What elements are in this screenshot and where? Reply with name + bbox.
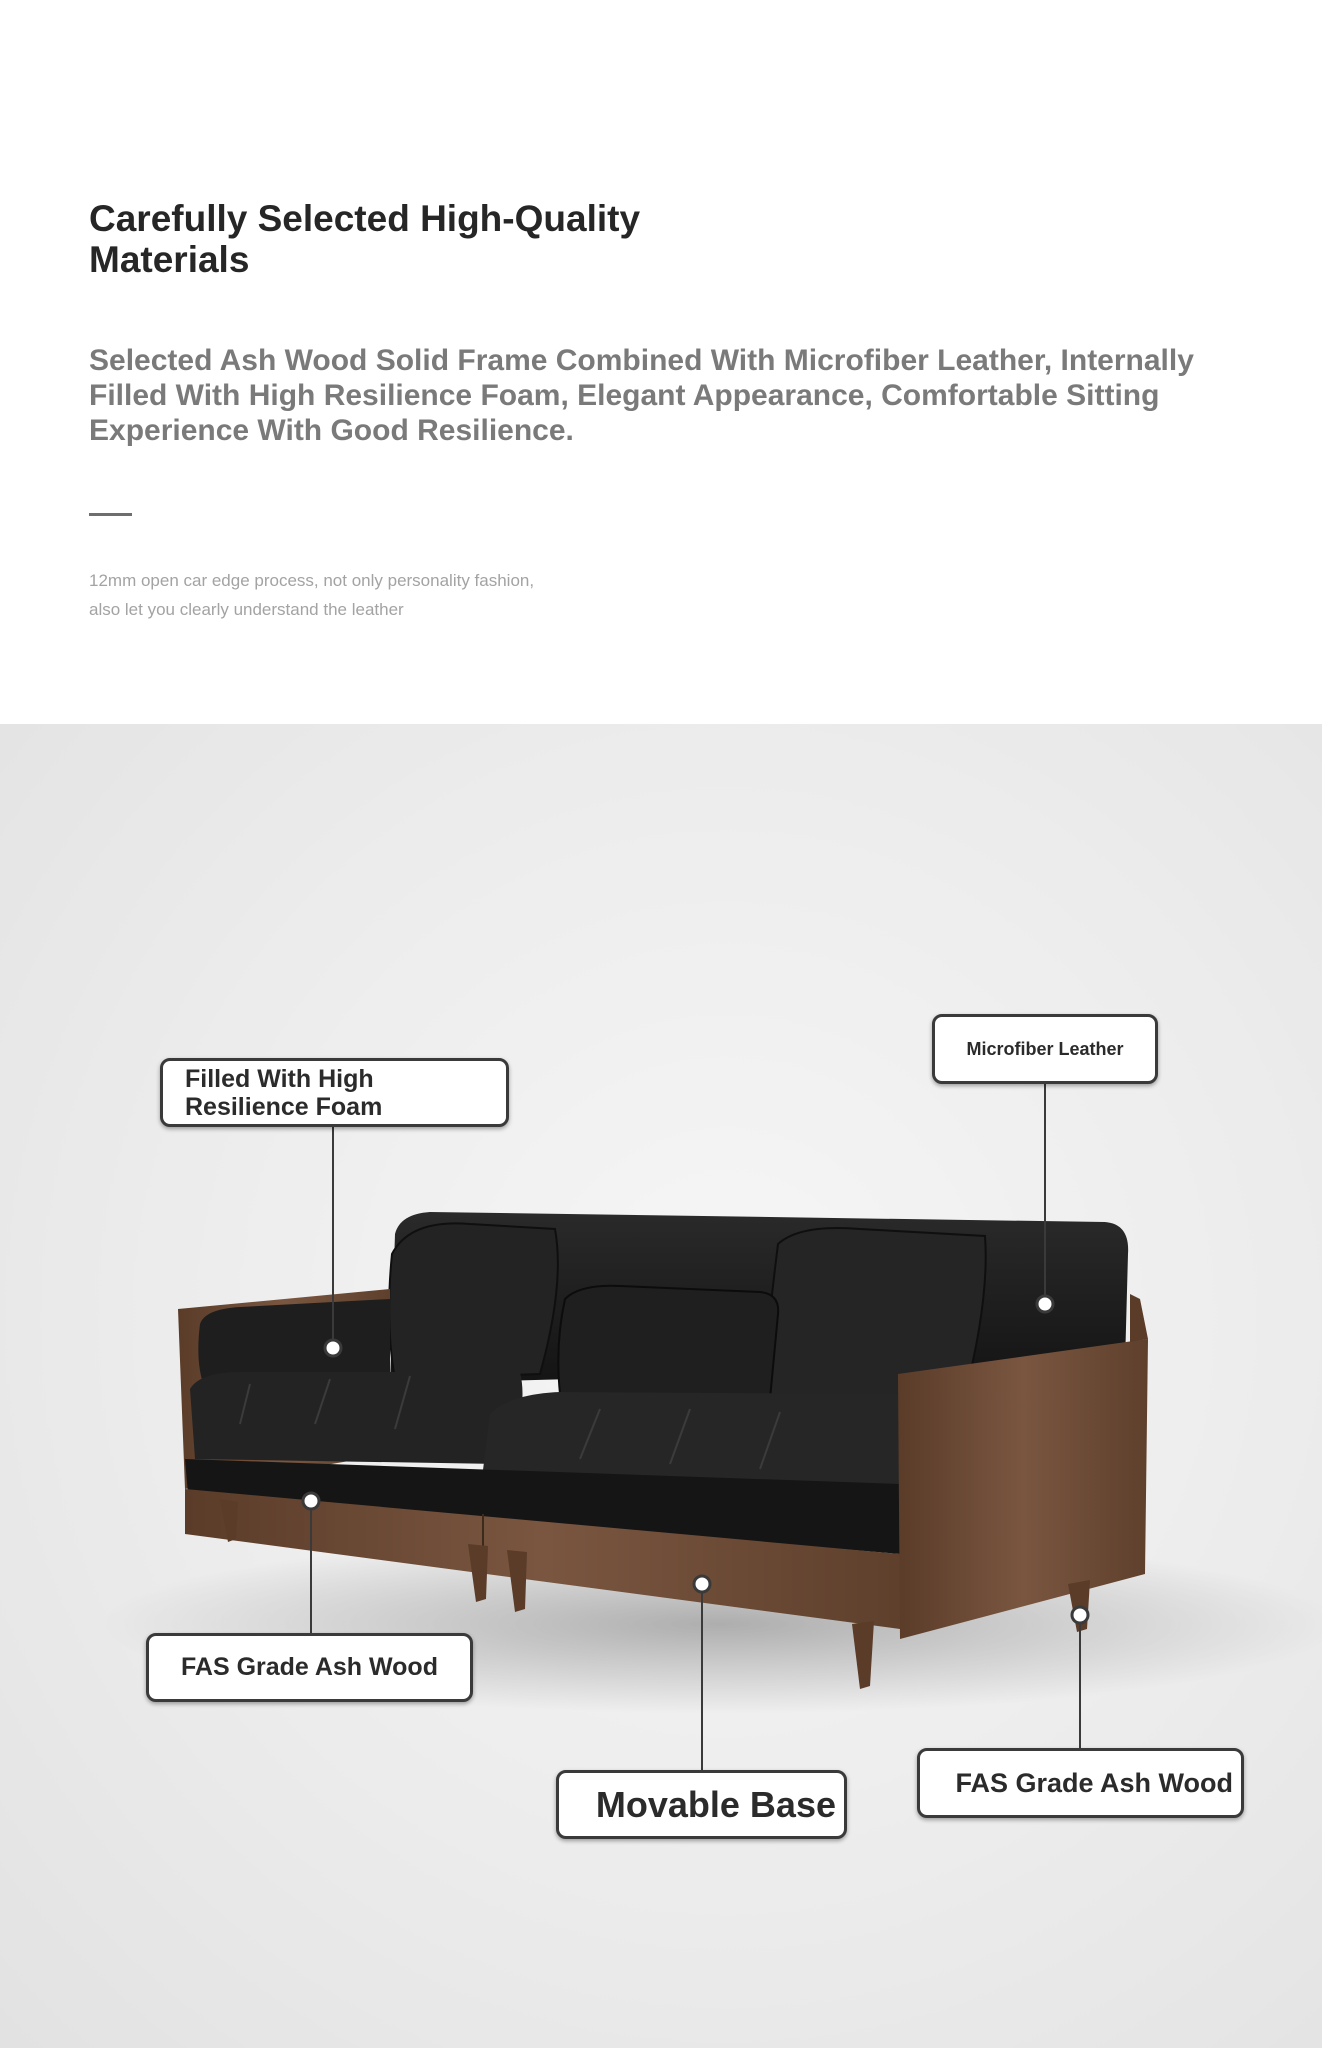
callout-leather (932, 1014, 1158, 1084)
marker-dot-leather (1037, 1296, 1053, 1312)
callout-foam (160, 1058, 509, 1127)
callout-ash-wood-left (146, 1633, 473, 1702)
callout-ash-wood-right-label: FAS Grade Ash Wood (955, 1767, 1233, 1798)
back-pillow-left (389, 1223, 558, 1379)
marker-dot-ash-left (303, 1493, 319, 1509)
divider (89, 513, 132, 516)
callout-foam-label (185, 1065, 382, 1121)
marker-dot-foam (325, 1340, 341, 1356)
callout-foam-line-1: Filled With High (185, 1064, 374, 1093)
marker-dot-base (694, 1576, 710, 1592)
callout-ash-wood-left-label: FAS Grade Ash Wood (181, 1653, 438, 1681)
callout-leather-label: Microfiber Leather (966, 1038, 1124, 1059)
callout-movable-base-label: Movable Base (595, 1783, 836, 1825)
marker-dot-ash-right (1072, 1607, 1088, 1623)
callout-foam-line-2: Resilience Foam (185, 1092, 383, 1121)
page-title: Carefully Selected High-Quality Materials (89, 198, 641, 280)
callout-movable-base (556, 1770, 847, 1839)
header-section (0, 0, 1322, 724)
callout-ash-wood-right (917, 1748, 1244, 1818)
sofa-illustration (0, 724, 1322, 2048)
process-note-line-1: 12mm open car edge process, not only personality fashion, (89, 571, 535, 590)
right-arm-back (1130, 1294, 1148, 1342)
product-photo (0, 724, 1322, 2048)
process-note (89, 566, 649, 624)
page-subtitle: Selected Ash Wood Solid Frame Combined With Microfiber Leather, Internally Filled With High Resilience Foam, Elegant Appearance, Comfortable Sitting Experience With Good Resilience. (89, 344, 1194, 447)
seat-cushion-left (190, 1372, 523, 1464)
process-note-line-2: also let you clearly understand the leather (89, 600, 404, 619)
lumbar-pillow (558, 1286, 778, 1399)
